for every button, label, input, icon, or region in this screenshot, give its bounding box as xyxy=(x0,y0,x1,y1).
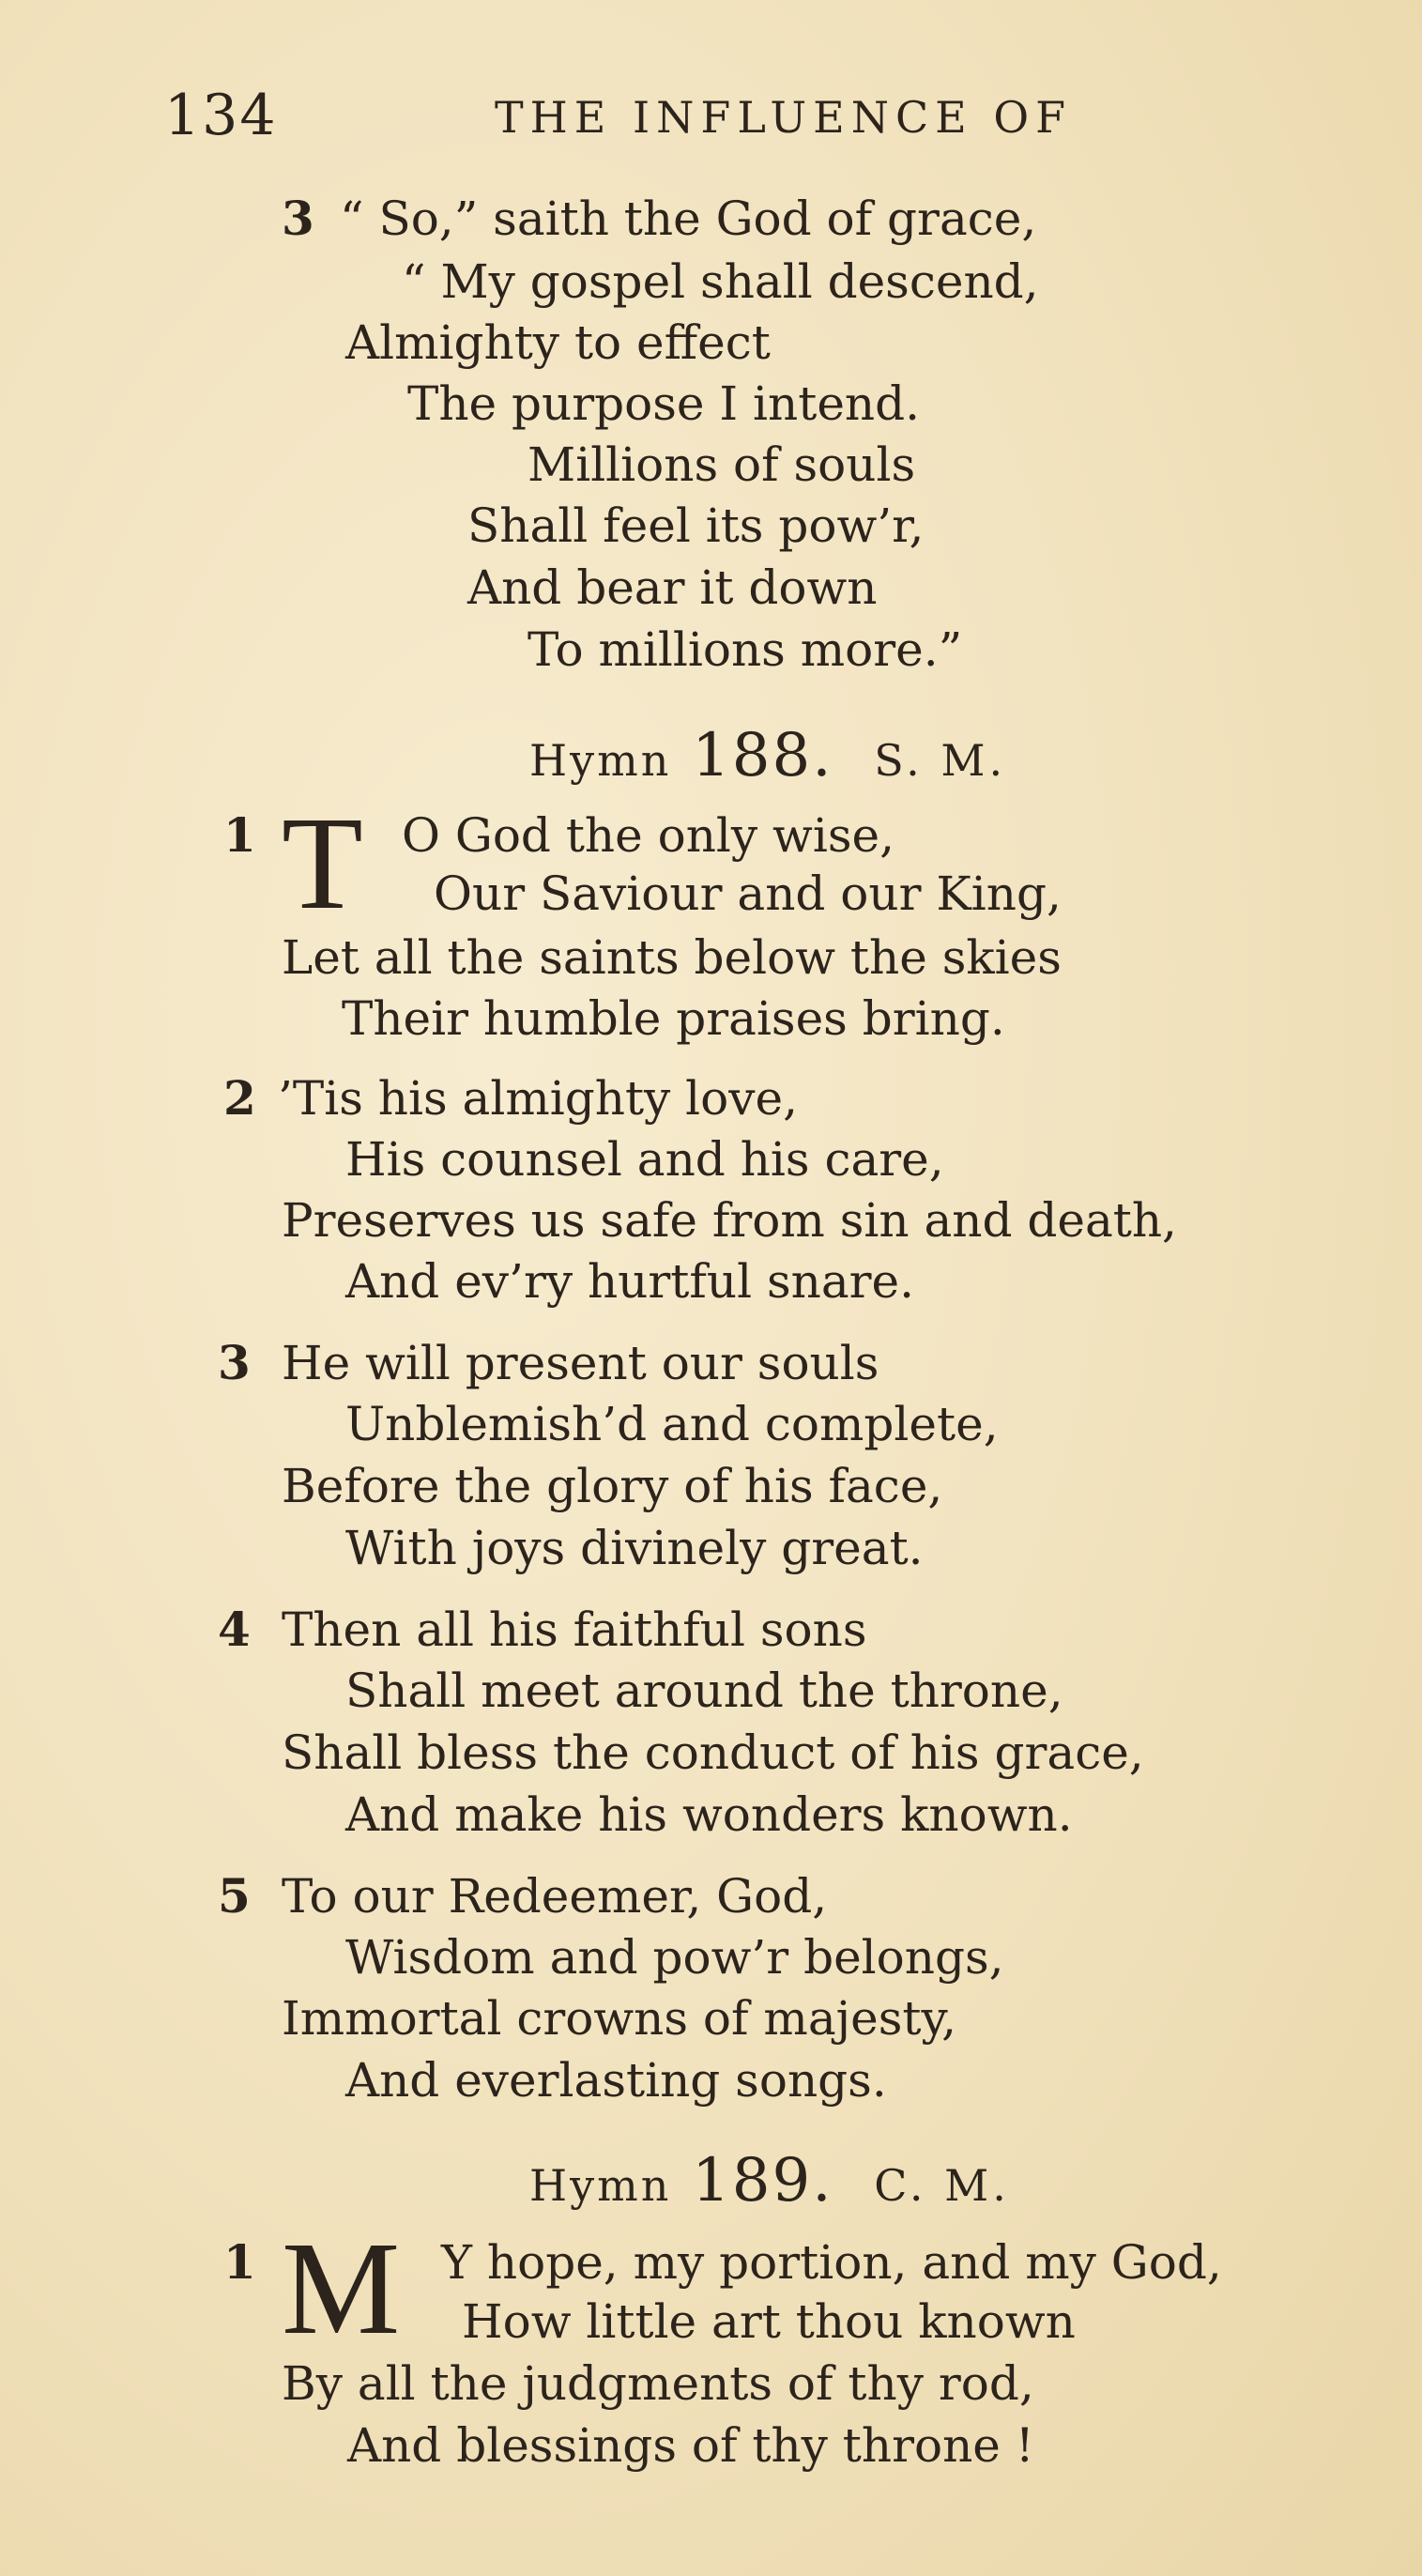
stanza-line: Wisdom and pow’r belongs, xyxy=(345,1930,1004,1985)
prev-stanza-line: Millions of souls xyxy=(528,437,916,492)
prev-stanza-line: “ So,” saith the God of grace, xyxy=(340,192,1037,246)
stanza-number: 4 xyxy=(218,1602,251,1657)
prev-stanza-line: “ My gospel shall descend, xyxy=(402,254,1039,309)
drop-cap: T xyxy=(282,789,363,937)
hymn-label: Hymn xyxy=(529,735,672,786)
prev-stanza-line: The purpose I intend. xyxy=(407,376,921,431)
hymn-meter: S. M. xyxy=(874,735,1007,786)
stanza-line: And ev’ry hurtful snare. xyxy=(345,1254,915,1309)
hymn-188-title xyxy=(529,723,1006,793)
stanza-line: He will present our souls xyxy=(282,1336,879,1390)
stanza-line: Immortal crowns of majesty, xyxy=(282,1991,956,2046)
running-head: THE INFLUENCE OF xyxy=(495,92,1072,143)
stanza-number: 1 xyxy=(223,2234,256,2290)
hymn-189-title xyxy=(529,2148,1010,2218)
stanza-line: Then all his faithful sons xyxy=(282,1602,867,1657)
stanza-line: Shall meet around the throne, xyxy=(345,1664,1063,1718)
stanza-line: Their humble praises bring. xyxy=(342,991,1005,1046)
stanza-line: Before the glory of his face, xyxy=(282,1459,943,1513)
stanza-number: 3 xyxy=(218,1335,251,1390)
stanza-line: Preserves us safe from sin and death, xyxy=(282,1193,1177,1248)
page-header xyxy=(164,83,1197,158)
prev-stanza-line: And bear it down xyxy=(467,560,878,615)
hymn-number: 189. xyxy=(692,2146,833,2216)
stanza-line: With joys divinely great. xyxy=(345,1521,924,1575)
stanza-line: To our Redeemer, God, xyxy=(282,1869,828,1924)
prev-stanza-line: Shall feel its pow’r, xyxy=(467,498,925,553)
stanza-number: 2 xyxy=(223,1070,256,1126)
drop-cap: M xyxy=(282,2214,401,2362)
stanza-line: Our Saviour and our King, xyxy=(434,866,1062,921)
hymn-number: 188. xyxy=(692,721,833,790)
prev-stanza-line: To millions more.” xyxy=(528,622,963,677)
stanza-line: ’Tis his almighty love, xyxy=(278,1071,799,1126)
stanza-line: Shall bless the conduct of his grace, xyxy=(282,1725,1144,1780)
stanza-line: O God the only wise, xyxy=(402,808,894,863)
hymn-meter: C. M. xyxy=(874,2160,1010,2211)
stanza-line: And blessings of thy throne ! xyxy=(347,2418,1034,2473)
stanza-line: Unblemish’d and complete, xyxy=(345,1397,999,1451)
stanza-line: Let all the saints below the skies xyxy=(282,930,1062,985)
stanza-number: 5 xyxy=(218,1868,251,1924)
stanza-line: And make his wonders known. xyxy=(345,1787,1073,1842)
page-number: 134 xyxy=(164,83,278,148)
stanza-line: By all the judgments of thy rod, xyxy=(282,2356,1034,2411)
prev-stanza-number: 3 xyxy=(282,191,314,246)
stanza-number: 1 xyxy=(223,807,256,863)
stanza-line: And everlasting songs. xyxy=(345,2053,887,2108)
hymn-label: Hymn xyxy=(529,2160,672,2211)
stanza-line: His counsel and his care, xyxy=(345,1132,944,1187)
prev-stanza-line: Almighty to effect xyxy=(345,315,771,370)
stanza-line: How little art thou known xyxy=(462,2294,1076,2349)
stanza-line: Y hope, my portion, and my God, xyxy=(441,2235,1222,2290)
